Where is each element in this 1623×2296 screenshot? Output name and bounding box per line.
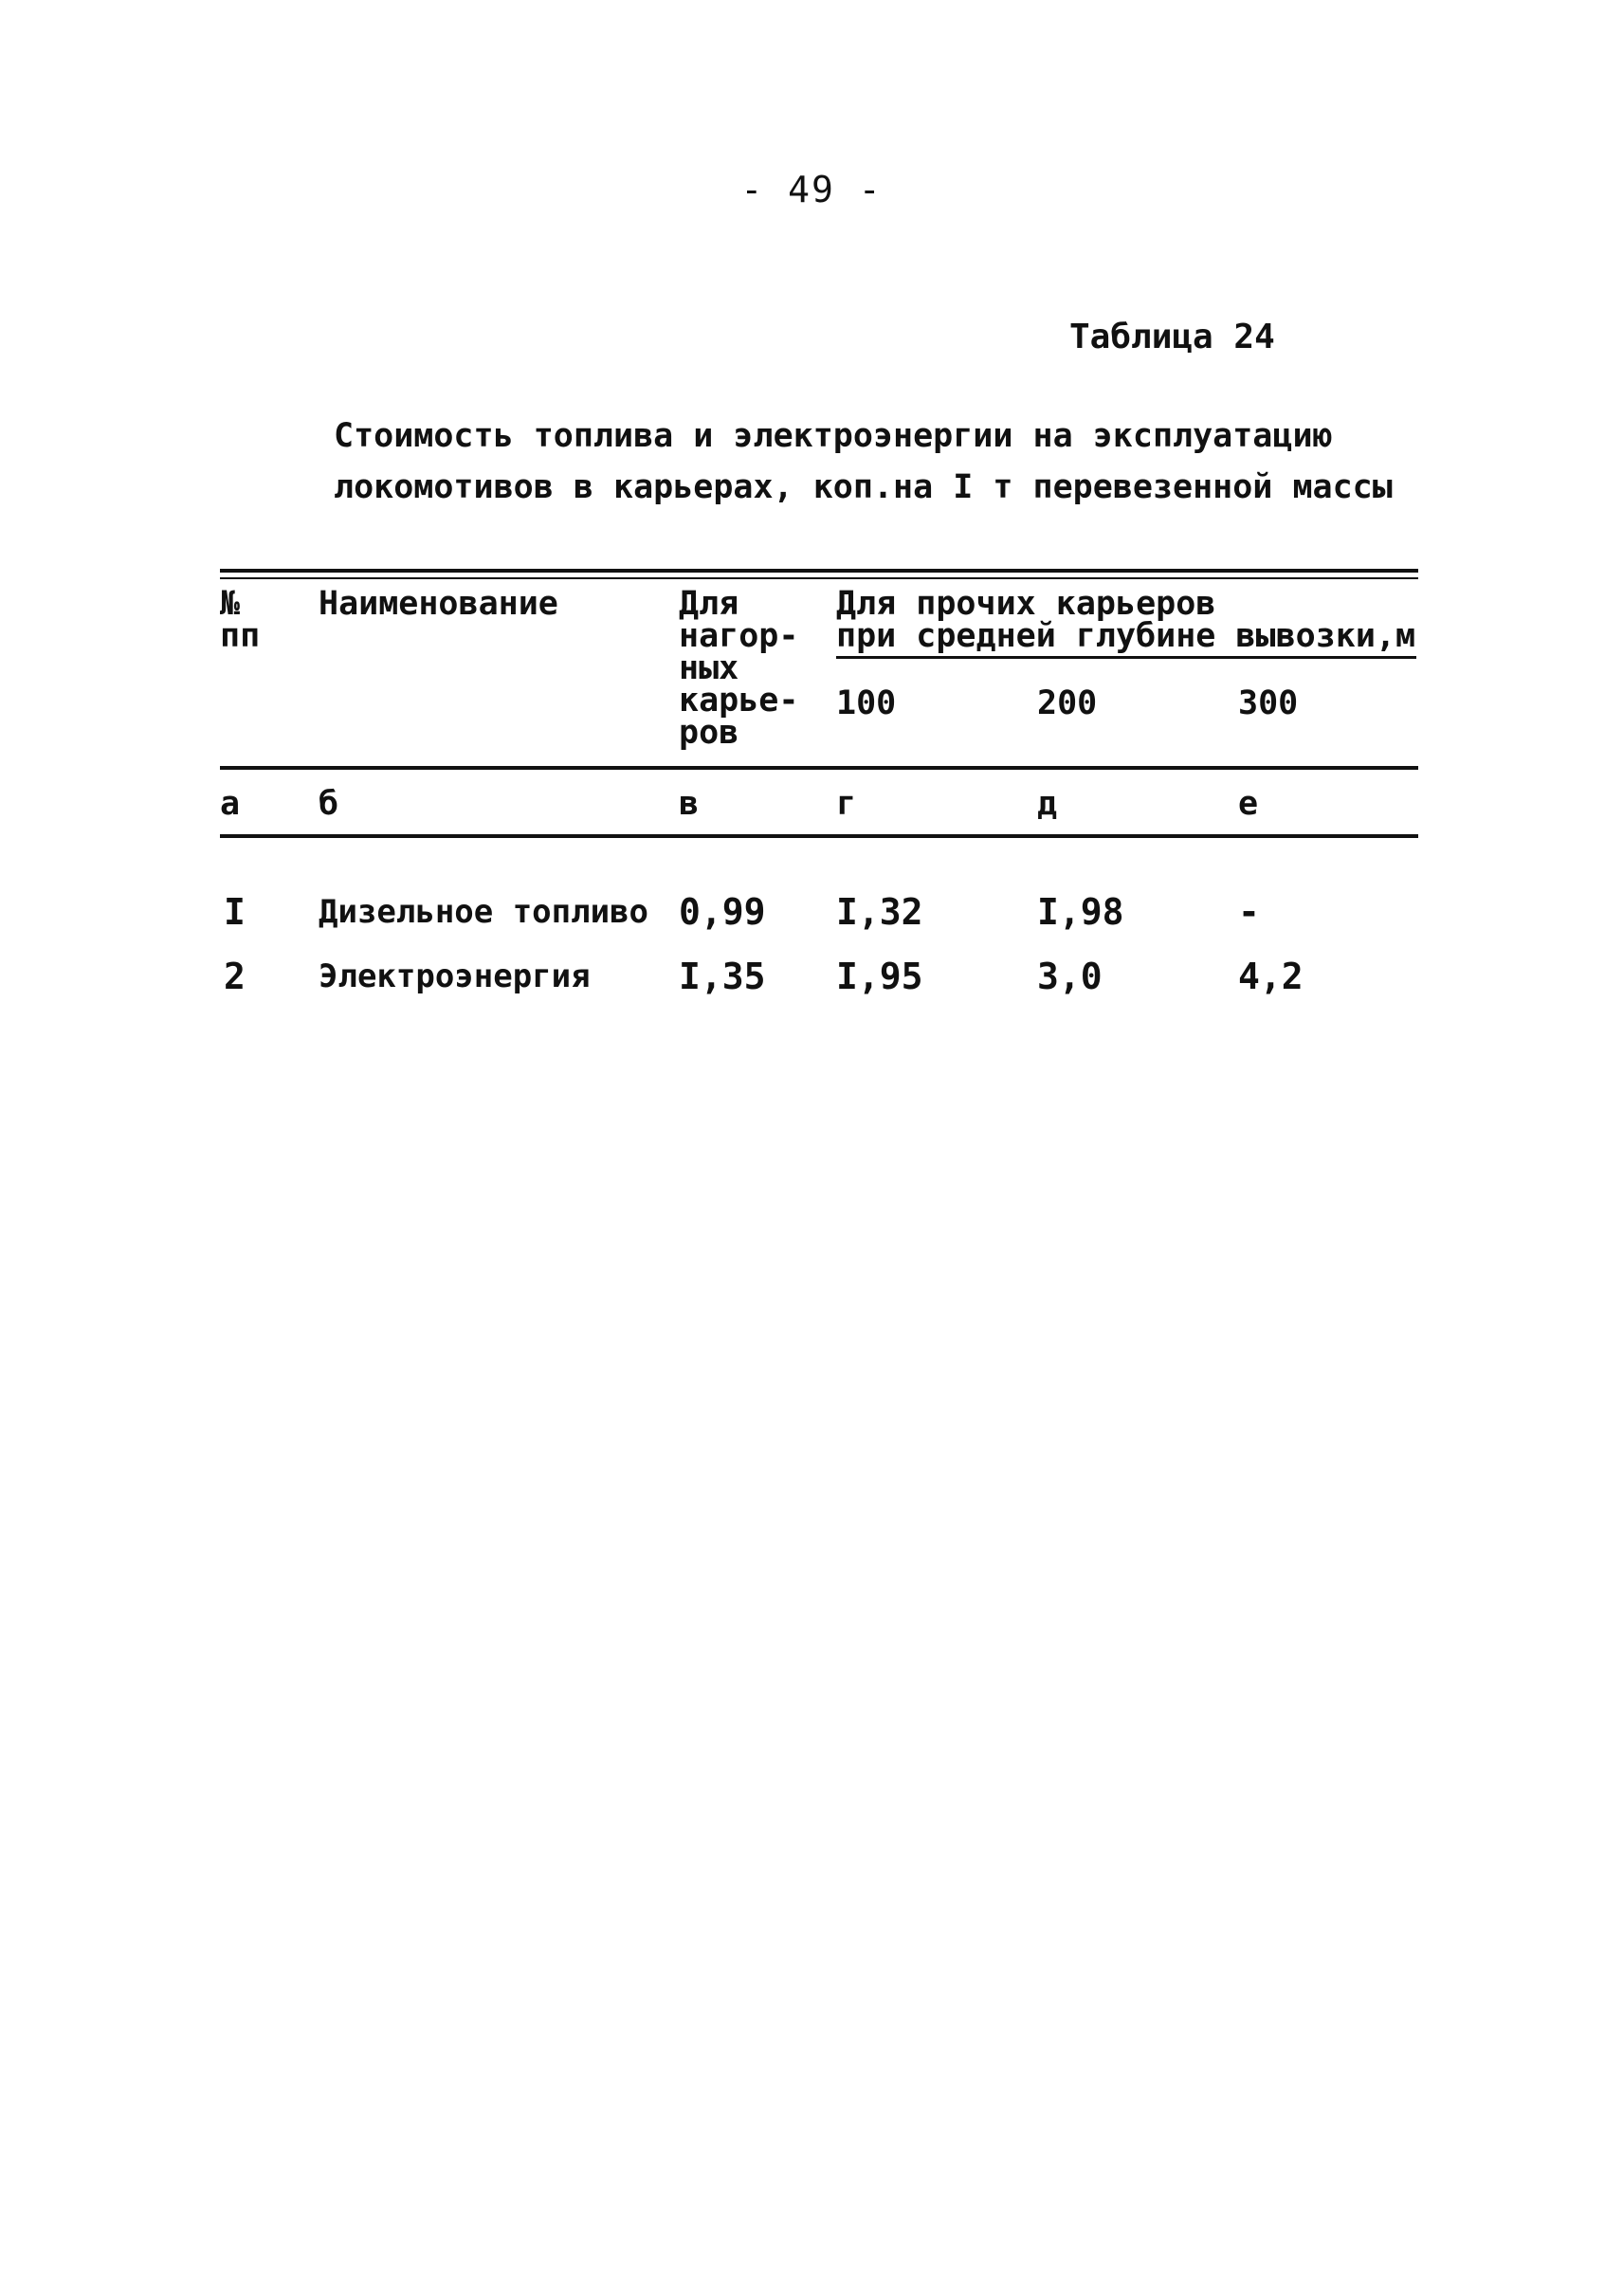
table-label: Таблица 24: [1069, 318, 1275, 356]
row-2-upland: I,35: [679, 956, 766, 997]
header-depth-100: 100: [836, 684, 897, 722]
col-letter-d: д: [1037, 785, 1058, 823]
header-other-quarries: Для прочих карьеров: [836, 585, 1216, 623]
col-letter-a: а: [220, 785, 241, 823]
row-2-num: 2: [224, 956, 246, 997]
header-num: № пп: [220, 585, 261, 655]
row-1-name: Дизельное топливо: [319, 893, 648, 931]
header-average-depth: при средней глубине вывозки,м: [836, 617, 1416, 655]
table-top-rule-thin: [220, 577, 1418, 579]
header-group-underline: [836, 656, 1416, 659]
col-letter-e: е: [1238, 785, 1259, 823]
header-upland-quarries: Для нагор- ных карье- ров: [679, 585, 799, 752]
header-depth-200: 200: [1037, 684, 1098, 722]
header-depth-300: 300: [1238, 684, 1299, 722]
row-2-depth-200: 3,0: [1037, 956, 1103, 997]
table-title-line-2: локомотивов в карьерах, коп.на I т перевезенной массы: [334, 468, 1393, 506]
letters-bottom-rule: [220, 834, 1418, 838]
row-2-name: Электроэнергия: [319, 957, 591, 995]
row-1-depth-300: -: [1238, 891, 1260, 933]
row-2-depth-300: 4,2: [1238, 956, 1304, 997]
table-title-line-1: Стоимость топлива и электроэнергии на эксплуатацию: [334, 417, 1333, 455]
row-2-depth-100: I,95: [836, 956, 923, 997]
row-1-depth-200: I,98: [1037, 891, 1124, 933]
header-bottom-rule: [220, 766, 1418, 770]
row-1-upland: 0,99: [679, 891, 766, 933]
header-name: Наименование: [319, 585, 558, 623]
row-1-depth-100: I,32: [836, 891, 923, 933]
col-letter-v: в: [679, 785, 700, 823]
page-number: - 49 -: [740, 169, 883, 210]
col-letter-b: б: [319, 785, 339, 823]
col-letter-g: г: [836, 785, 857, 823]
row-1-num: I: [224, 891, 246, 933]
table-top-rule: [220, 569, 1418, 573]
